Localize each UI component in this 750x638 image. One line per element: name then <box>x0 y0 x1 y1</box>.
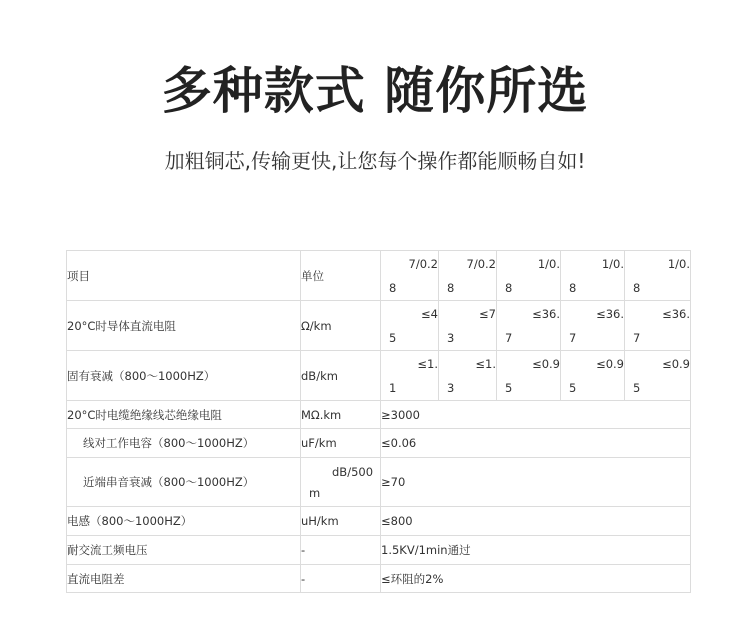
unit-cell: - <box>301 565 381 593</box>
value-cell: 1.5KV/1min通过 <box>381 536 691 565</box>
unit-cell: Ω/km <box>301 301 381 351</box>
unit-cell: uH/km <box>301 507 381 536</box>
item-cell: 直流电阻差 <box>67 565 301 593</box>
spec-cell: ≤1. 3 <box>439 351 497 401</box>
spec-cell: ≤1. 1 <box>381 351 439 401</box>
header-spec-cell: 1/0. 8 <box>625 251 691 301</box>
unit-cell: - <box>301 536 381 565</box>
header-item-cell: 项目 <box>67 251 301 301</box>
unit-cell: dB/500 m <box>301 458 381 507</box>
table-row <box>67 458 691 507</box>
value-cell: ≥3000 <box>381 401 691 429</box>
item-cell: 近端串音衰减（800～1000HZ） <box>67 458 301 507</box>
page-subtitle: 加粗铜芯,传输更快,让您每个操作都能顺畅自如! <box>164 149 586 173</box>
table-row <box>67 429 691 458</box>
value-cell: ≤环阻的2% <box>381 565 691 593</box>
page-title: 多种款式 随你所选 <box>161 62 589 120</box>
header-spec-cell: 1/0. 8 <box>497 251 561 301</box>
table-row <box>67 351 691 401</box>
table-row <box>67 565 691 593</box>
spec-cell: ≤0.9 5 <box>497 351 561 401</box>
spec-cell: ≤0.9 5 <box>561 351 625 401</box>
header-spec-cell: 1/0. 8 <box>561 251 625 301</box>
item-cell: 20°C时电缆绝缘线芯绝缘电阻 <box>67 401 301 429</box>
table-row <box>67 301 691 351</box>
unit-cell: MΩ.km <box>301 401 381 429</box>
spec-cell: ≤7 3 <box>439 301 497 351</box>
table-row <box>67 401 691 429</box>
spec-cell: ≤36. 7 <box>561 301 625 351</box>
table-row <box>67 251 691 301</box>
spec-cell: ≤4 5 <box>381 301 439 351</box>
item-cell: 固有衰减（800～1000HZ） <box>67 351 301 401</box>
item-cell: 耐交流工频电压 <box>67 536 301 565</box>
header-spec-cell: 7/0.2 8 <box>381 251 439 301</box>
spec-table <box>66 250 691 593</box>
unit-cell: dB/km <box>301 351 381 401</box>
header-spec-cell: 7/0.2 8 <box>439 251 497 301</box>
spec-cell: ≤36. 7 <box>497 301 561 351</box>
item-cell: 线对工作电容（800～1000HZ） <box>67 429 301 458</box>
value-cell: ≥70 <box>381 458 691 507</box>
table-row <box>67 507 691 536</box>
spec-cell: ≤0.9 5 <box>625 351 691 401</box>
value-cell: ≤0.06 <box>381 429 691 458</box>
table-row <box>67 536 691 565</box>
spec-cell: ≤36. 7 <box>625 301 691 351</box>
header-unit-cell: 单位 <box>301 251 381 301</box>
item-cell: 电感（800～1000HZ） <box>67 507 301 536</box>
item-cell: 20°C时导体直流电阻 <box>67 301 301 351</box>
unit-cell: uF/km <box>301 429 381 458</box>
value-cell: ≤800 <box>381 507 691 536</box>
